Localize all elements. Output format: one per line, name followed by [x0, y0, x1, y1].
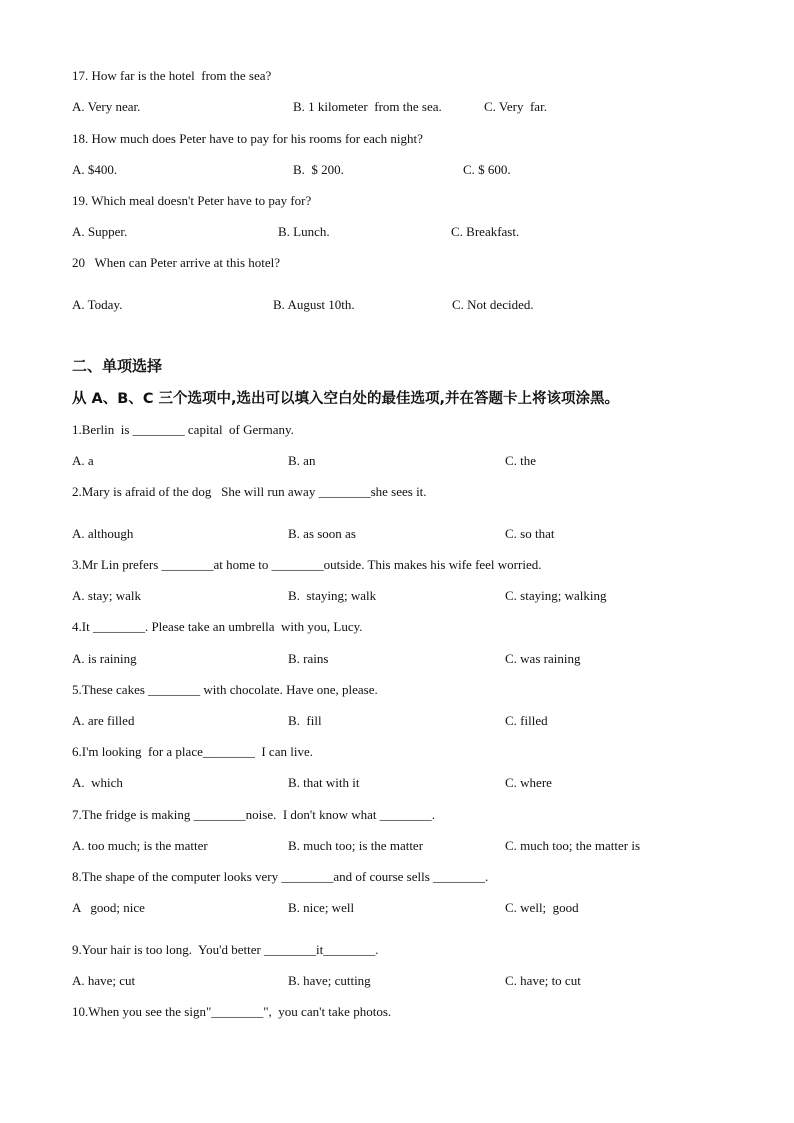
- option-b: B. staying; walk: [288, 588, 377, 603]
- option-b: B. as soon as: [288, 526, 356, 541]
- option-a: A. $400.: [72, 162, 118, 177]
- option-c: C. Very far.: [484, 99, 547, 114]
- option-c: C. the: [505, 453, 537, 468]
- question-text: 4.It ________. Please take an umbrella with you, Lucy.: [72, 619, 363, 634]
- question-text: 19. Which meal doesn't Peter have to pay for?: [72, 193, 312, 208]
- question-text: 17. How far is the hotel from the sea?: [72, 68, 272, 83]
- option-c: C. Breakfast.: [451, 224, 520, 239]
- option-a: A. a: [72, 453, 94, 468]
- option-a: A. are filled: [72, 713, 135, 728]
- option-a: A. Very near.: [72, 99, 141, 114]
- option-c: C. where: [505, 775, 552, 790]
- option-a: A. Today.: [72, 297, 123, 312]
- option-b: B. nice; well: [288, 900, 355, 915]
- option-b: B. August 10th.: [273, 297, 355, 312]
- question-text: 6.I'm looking for a place________ I can live.: [72, 744, 313, 759]
- option-b: B. much too; is the matter: [288, 838, 424, 853]
- option-c: C. have; to cut: [505, 973, 581, 988]
- option-c: C. much too; the matter is: [505, 838, 641, 853]
- question-text: 18. How much does Peter have to pay for his rooms for each night?: [72, 131, 423, 146]
- option-b: B. fill: [288, 713, 322, 728]
- option-a: A. which: [72, 775, 123, 790]
- option-c: C. was raining: [505, 651, 581, 666]
- option-a: A. although: [72, 526, 134, 541]
- option-a: A. Supper.: [72, 224, 128, 239]
- option-c: C. well; good: [505, 900, 579, 915]
- option-a: A. too much; is the matter: [72, 838, 208, 853]
- option-b: B. $ 200.: [293, 162, 344, 177]
- question-text: 10.When you see the sign"________", you can't take photos.: [72, 1004, 392, 1019]
- question-text: 1.Berlin is ________ capital of Germany.: [72, 422, 294, 437]
- question-text: 2.Mary is afraid of the dog She will run away ________she sees it.: [72, 484, 427, 499]
- question-text: 3.Mr Lin prefers ________at home to ________outside. This makes his wife feel worried.: [72, 557, 542, 572]
- option-a: A. stay; walk: [72, 588, 141, 603]
- question-text: 20 When can Peter arrive at this hotel?: [72, 255, 281, 270]
- question-text: 7.The fridge is making ________noise. I don't know what ________.: [72, 807, 436, 822]
- option-b: B. an: [288, 453, 316, 468]
- question-text: 8.The shape of the computer looks very ________and of course sells ________.: [72, 869, 489, 884]
- option-b: B. 1 kilometer from the sea.: [293, 99, 442, 114]
- option-a: A good; nice: [72, 900, 145, 915]
- option-b: B. Lunch.: [278, 224, 330, 239]
- option-b: B. rains: [288, 651, 329, 666]
- option-a: A. is raining: [72, 651, 137, 666]
- option-c: C. Not decided.: [452, 297, 534, 312]
- option-c: C. so that: [505, 526, 555, 541]
- section-heading: 二、单项选择: [72, 357, 163, 375]
- section-instruction: 从 A、B、C 三个选项中,选出可以填入空白处的最佳选项,并在答题卡上将该项涂黑。: [72, 391, 620, 407]
- question-text: 9.Your hair is too long. You'd better ________it________.: [72, 942, 379, 957]
- option-c: C. $ 600.: [463, 162, 511, 177]
- option-b: B. that with it: [288, 775, 360, 790]
- option-a: A. have; cut: [72, 973, 136, 988]
- option-c: C. staying; walking: [505, 588, 607, 603]
- option-c: C. filled: [505, 713, 548, 728]
- question-text: 5.These cakes ________ with chocolate. Have one, please.: [72, 682, 378, 697]
- option-b: B. have; cutting: [288, 973, 371, 988]
